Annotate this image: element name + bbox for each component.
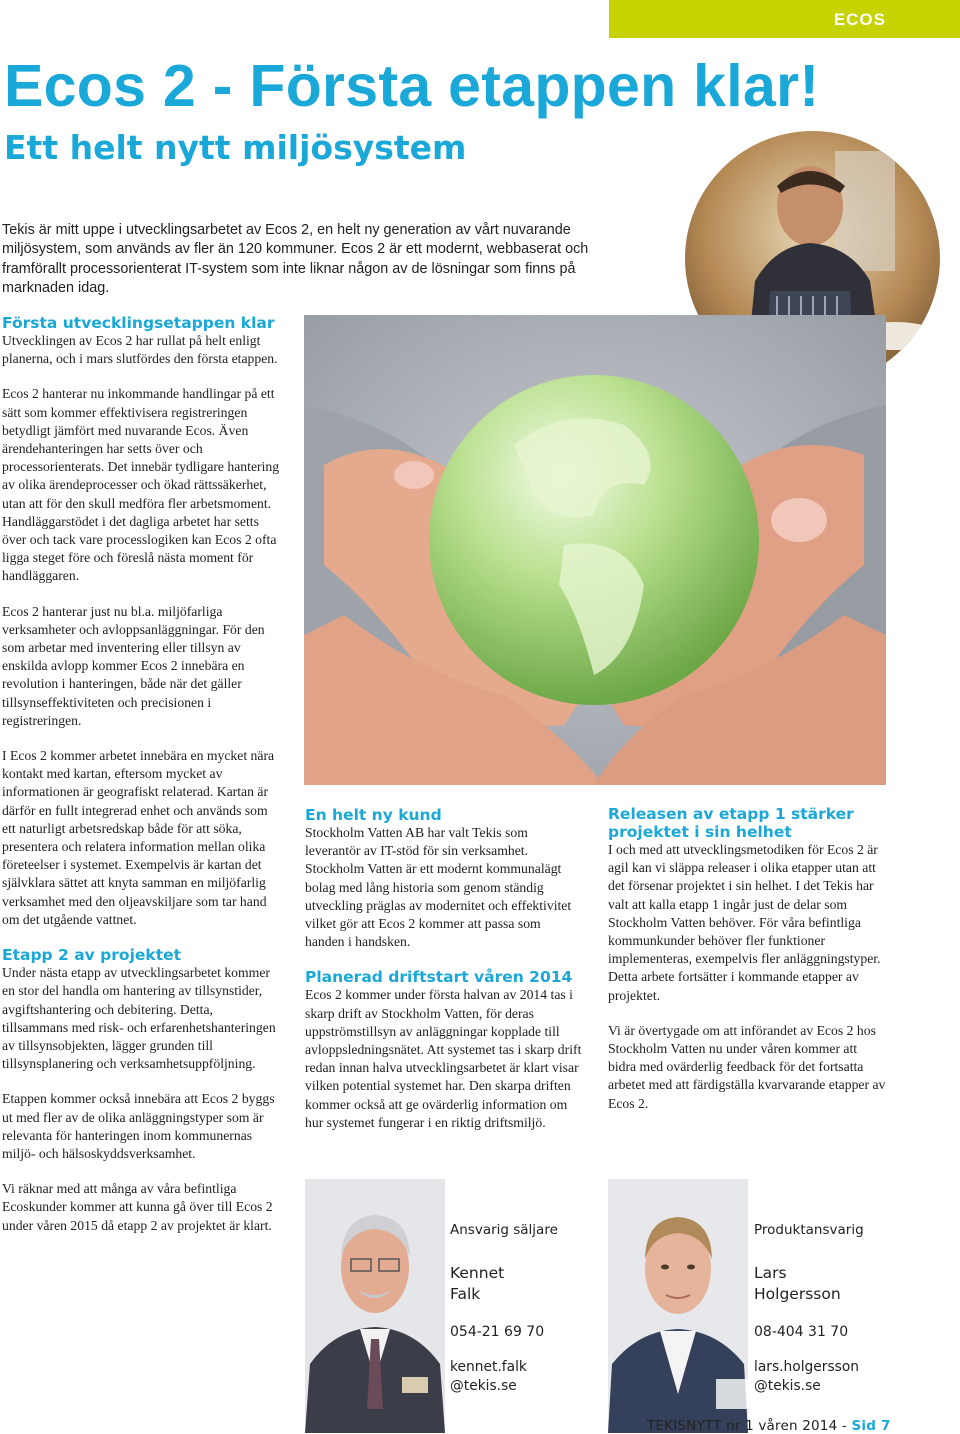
heading-new-customer: En helt ny kund	[305, 806, 442, 824]
contact-kennet-falk	[450, 1222, 558, 1396]
contact-first-name: Kennet	[450, 1264, 505, 1282]
col1-paragraph-7: Vi räknar med att många av våra befintliga Ecoskunder kommer att kunna gå över till Ecos 2 under våren 2015 då etapp 2 av projektet är klart.	[2, 1181, 273, 1233]
col1-paragraph-6: Etappen kommer också innebära att Ecos 2 byggs ut med fler av de olika anläggningstyper som är relevanta för hanteringen inom kommunernas miljö- och hälsoskyddsverksamhet.	[2, 1091, 275, 1161]
col2-paragraph-1: Stockholm Vatten AB har valt Tekis som leverantör av IT-stöd för sin verksamhet. Stockholm Vatten är ett modernt kommunalägt bolag med lång historia som genom ständig utveckling präglas av modernitet och effektivitet vilket gör att Ecos 2 kommer att passa som handen i handsken.	[305, 825, 572, 950]
article-title: Ecos 2 - Första etappen klar!	[4, 53, 820, 119]
contact-email[interactable]	[754, 1358, 864, 1396]
contact-name	[450, 1263, 558, 1305]
article-subtitle: Ett helt nytt miljösystem	[4, 128, 467, 167]
section-tag: ECOS	[609, 0, 960, 38]
column-right	[608, 805, 888, 1130]
col1-paragraph-3: Ecos 2 hanterar just nu bl.a. miljöfarliga verksamheter och avloppsanläggningar. För den som arbetar med inventering eller tillsyn av enskilda avlopp kommer Ecos 2 innebära en revolution i hanteringen, både när det gäller tillsynseffektiviteten och precisionen i registreringen.	[2, 603, 265, 728]
heading-release-stage-1: Releasen av etapp 1 stärker projektet i sin helhet	[608, 805, 854, 841]
contact-last-name: Falk	[450, 1285, 481, 1303]
contact-role: Produktansvarig	[754, 1222, 864, 1238]
portrait-kennet-falk	[305, 1179, 445, 1433]
portrait-lars-holgersson	[608, 1179, 748, 1433]
col1-paragraph-2: Ecos 2 hanterar nu inkommande handlingar på ett sätt som kommer effektivisera registreringen betydligt jämfört med nuvarande Ecos. Även ärendehanteringen har setts över och processorienterats. Det innebär tydligare hantering av olika ärendeprocesser och ökad rättssäkerhet, utan att för den skull medföra fler arbetsmoment. Handläggarstödet i det dagliga arbetet har setts över och tack vare processlogiken kan Ecos 2 ofta ligga steget före och föreslå nästa moment för handläggaren.	[2, 386, 280, 584]
contact-email-user: lars.holgersson	[754, 1359, 860, 1375]
footer-publication: TEKISNYTT nr 1 våren 2014 -	[647, 1418, 852, 1434]
contact-role: Ansvarig säljare	[450, 1222, 558, 1238]
contact-email-domain: @tekis.se	[450, 1378, 517, 1394]
heading-stage-2: Etapp 2 av projektet	[2, 946, 182, 965]
contact-first-name: Lars	[754, 1264, 787, 1282]
page-number: Sid 7	[851, 1418, 891, 1434]
contact-phone: 08-404 31 70	[754, 1324, 849, 1340]
page-footer	[647, 1418, 891, 1434]
column-middle	[305, 806, 583, 1149]
heading-first-stage: Första utvecklingsetappen klar	[2, 314, 275, 332]
col3-paragraph-2: Vi är övertygade om att införandet av Ecos 2 hos Stockholm Vatten nu under våren kommer att bidra med ovärderlig feedback för det fortsatta arbetet med att färdigställa kvarvarande etapper av Ecos 2.	[608, 1022, 886, 1111]
contact-last-name: Holgersson	[754, 1285, 841, 1303]
col1-paragraph-1: Utvecklingen av Ecos 2 har rullat på helt enligt planerna, och i mars slutfördes den första etappen.	[2, 333, 278, 367]
contact-email-user: kennet.falk	[450, 1359, 527, 1375]
lead-paragraph: Tekis är mitt uppe i utvecklingsarbetet av Ecos 2, en helt ny generation av vårt nuvarande miljösystem, som används av fler än 120 kommuner. Ecos 2 är ett modernt, webbaserat och framförallt processorienterat IT-system som inte liknar någon av de lösningar som finns på marknaden idag.	[2, 222, 589, 296]
contact-phone: 054-21 69 70	[450, 1324, 545, 1340]
col3-paragraph-1: I och med att utvecklingsmetodiken för Ecos 2 är agil kan vi släppa releaser i olika etapper utan att det försenar projektet i sin helhet. I det Tekis har valt att kalla etapp 1 ingår just de delar som Stockholm Vatten behöver. För våra befintliga kommunkunder behöver fler funktioner implementeras, exempelvis fler anläggningstyper. Detta arbete fortsätter i kommande etapper av projektet.	[608, 842, 881, 1003]
column-left	[2, 314, 280, 1252]
heading-planned-start: Planerad driftstart våren 2014	[305, 968, 573, 987]
contact-name	[754, 1263, 864, 1305]
contact-email-domain: @tekis.se	[754, 1378, 821, 1394]
hands-globe-photo	[304, 315, 886, 785]
col2-paragraph-2: Ecos 2 kommer under första halvan av 2014 tas i skarp drift av Stockholm Vatten, för deras uppströmstillsyn av anläggningar kopplade till avloppsledningsnätet. Att systemet tas i skarp drift redan innan halva utvecklingsarbetet är klart visar vilken potential systemet har. Den skarpa driften kommer också att ge ovärderlig information om hur systemet fungerar i en riktig driftsmiljö.	[305, 987, 582, 1130]
col1-paragraph-4: I Ecos 2 kommer arbetet innebära en mycket nära kontakt med kartan, eftersom mycket av informationen är geografiskt relaterad. Kartan är därför en fullt integrerad enhet och används som ett naturligt arbetsredskap både för att söka, presentera och relatera information mellan olika företeelser i systemet. Exempelvis är kartan det självklara sättet att knyta samman en miljöfarlig verksamhet med den oljeavskiljare som tar hand om det utgående vattnet.	[2, 748, 275, 927]
contact-lars-holgersson	[754, 1222, 864, 1396]
contact-email[interactable]	[450, 1358, 558, 1396]
col1-paragraph-5: Under nästa etapp av utvecklingsarbetet kommer en stor del handla om hantering av tillsynstider, avgiftshantering och debitering. Detta, tillsammans med risk- och erfarenhetshanteringen av tillsynsobjekten, lägger grunden till tillsynsplanering och verksamhetsuppföljning.	[2, 965, 276, 1072]
